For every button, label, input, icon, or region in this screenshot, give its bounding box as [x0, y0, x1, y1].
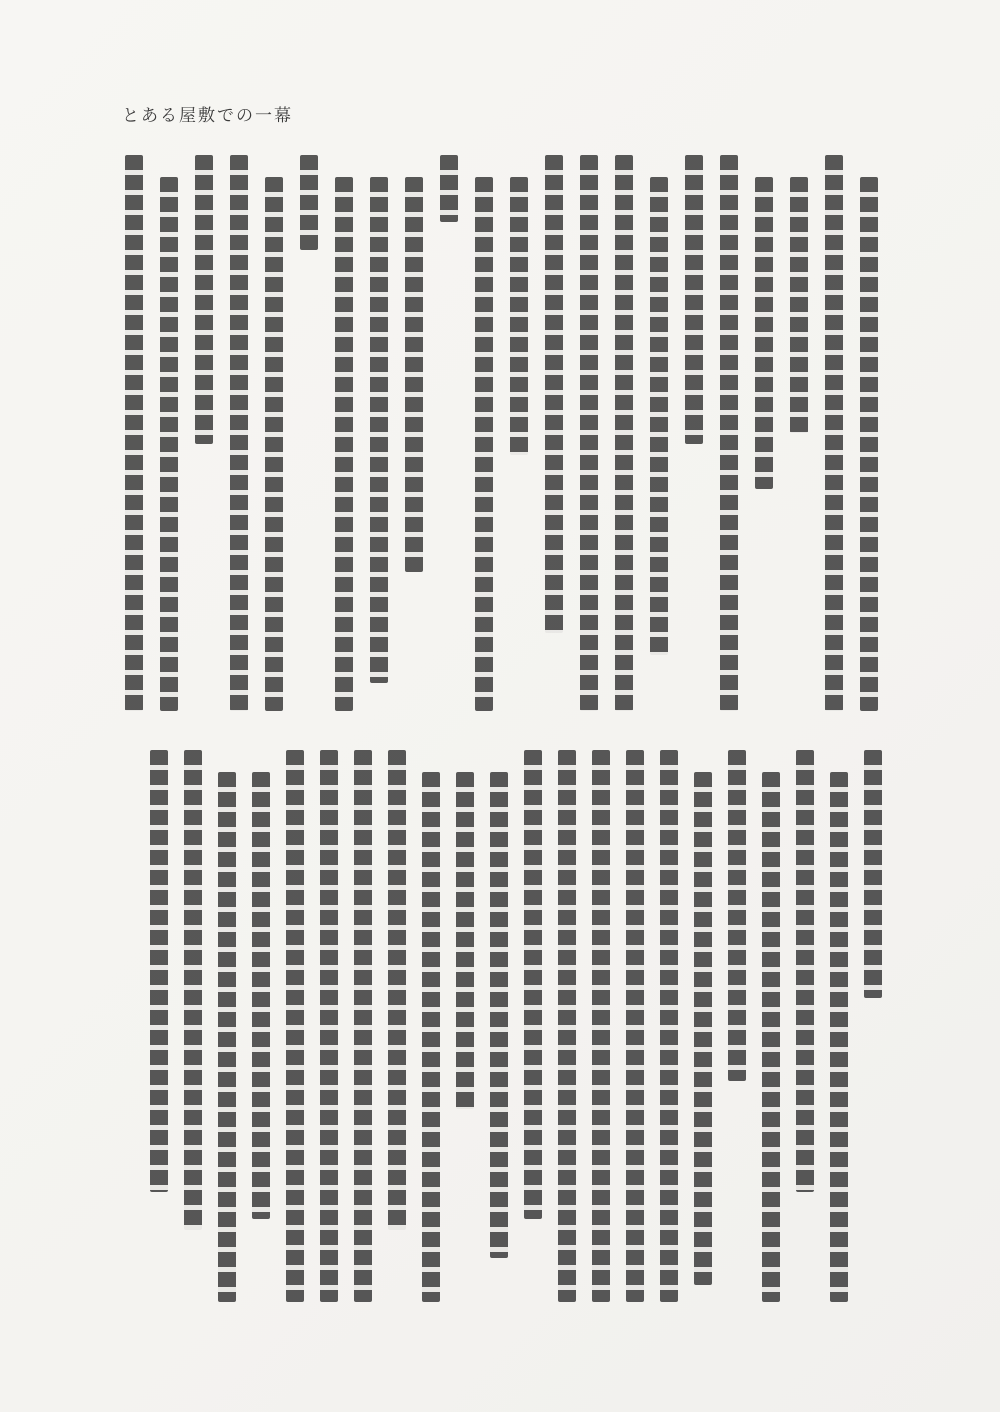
- text-column-redacted: [625, 750, 645, 1302]
- text-block-upper: [121, 155, 879, 711]
- text-column-redacted: [859, 155, 879, 711]
- text-column-redacted: [795, 750, 815, 1302]
- redacted-text-run: [650, 177, 668, 655]
- text-column-redacted: [754, 155, 774, 711]
- text-column-redacted: [523, 750, 543, 1302]
- redacted-text-run: [755, 177, 773, 488]
- text-column-redacted: [693, 750, 713, 1302]
- redacted-text-run: [440, 155, 458, 222]
- text-column-redacted: [489, 750, 509, 1302]
- redacted-text-run: [125, 155, 143, 711]
- text-block-lower: [143, 750, 883, 1302]
- redacted-text-run: [370, 177, 388, 683]
- text-column-redacted: [299, 155, 319, 711]
- text-column-redacted: [369, 155, 389, 711]
- redacted-text-run: [580, 155, 598, 711]
- redacted-text-run: [335, 177, 353, 711]
- redacted-text-run: [524, 750, 542, 1219]
- text-column-redacted: [829, 750, 849, 1302]
- text-column-redacted: [649, 155, 669, 711]
- text-column-redacted: [824, 155, 844, 711]
- redacted-text-run: [615, 155, 633, 711]
- redacted-text-run: [252, 772, 270, 1219]
- text-column-redacted: [761, 750, 781, 1302]
- text-column-redacted: [614, 155, 634, 711]
- text-column-redacted: [353, 750, 373, 1302]
- redacted-text-run: [558, 750, 576, 1302]
- text-column-redacted: [421, 750, 441, 1302]
- text-column-redacted: [183, 750, 203, 1302]
- redacted-text-run: [728, 750, 746, 1081]
- text-column-redacted: [229, 155, 249, 711]
- redacted-text-run: [825, 155, 843, 711]
- text-column-redacted: [544, 155, 564, 711]
- text-column-redacted: [387, 750, 407, 1302]
- text-column-redacted: [159, 155, 179, 711]
- text-column-redacted: [863, 750, 883, 1302]
- redacted-text-run: [626, 750, 644, 1302]
- text-column-redacted: [509, 155, 529, 711]
- redacted-text-run: [490, 772, 508, 1258]
- redacted-text-run: [320, 750, 338, 1302]
- text-column-redacted: [124, 155, 144, 711]
- text-column-redacted: [591, 750, 611, 1302]
- text-column-redacted: [319, 750, 339, 1302]
- redacted-text-run: [150, 750, 168, 1192]
- text-column-redacted: [719, 155, 739, 711]
- redacted-text-run: [300, 155, 318, 250]
- redacted-text-run: [160, 177, 178, 711]
- redacted-text-run: [796, 750, 814, 1192]
- redacted-text-run: [685, 155, 703, 444]
- text-column-redacted: [264, 155, 284, 711]
- redacted-text-run: [694, 772, 712, 1285]
- redacted-text-run: [405, 177, 423, 572]
- text-column-redacted: [579, 155, 599, 711]
- text-column-redacted: [474, 155, 494, 711]
- redacted-text-run: [388, 750, 406, 1230]
- redacted-text-run: [184, 750, 202, 1230]
- redacted-text-run: [422, 772, 440, 1302]
- redacted-text-run: [762, 772, 780, 1302]
- text-column-redacted: [217, 750, 237, 1302]
- redacted-text-run: [545, 155, 563, 633]
- text-column-redacted: [727, 750, 747, 1302]
- redacted-text-run: [592, 750, 610, 1302]
- redacted-text-run: [218, 772, 236, 1302]
- text-column-redacted: [789, 155, 809, 711]
- redacted-text-run: [230, 155, 248, 711]
- redacted-text-run: [720, 155, 738, 711]
- redacted-text-run: [830, 772, 848, 1302]
- text-column-redacted: [334, 155, 354, 711]
- redacted-text-run: [860, 177, 878, 711]
- page-title: とある屋敷での一幕: [122, 106, 293, 125]
- redacted-text-run: [510, 177, 528, 455]
- redacted-text-run: [195, 155, 213, 444]
- redacted-text-run: [354, 750, 372, 1302]
- text-column-redacted: [149, 750, 169, 1302]
- redacted-text-run: [265, 177, 283, 711]
- redacted-text-run: [660, 750, 678, 1302]
- redacted-text-run: [456, 772, 474, 1109]
- text-column-redacted: [404, 155, 424, 711]
- redacted-text-run: [790, 177, 808, 433]
- redacted-text-run: [864, 750, 882, 998]
- text-column-redacted: [439, 155, 459, 711]
- text-column-redacted: [285, 750, 305, 1302]
- redacted-text-run: [286, 750, 304, 1302]
- redacted-text-run: [475, 177, 493, 711]
- text-column-redacted: [251, 750, 271, 1302]
- text-column-redacted: [194, 155, 214, 711]
- text-column-redacted: [684, 155, 704, 711]
- text-column-redacted: [557, 750, 577, 1302]
- text-column-redacted: [659, 750, 679, 1302]
- text-column-redacted: [455, 750, 475, 1302]
